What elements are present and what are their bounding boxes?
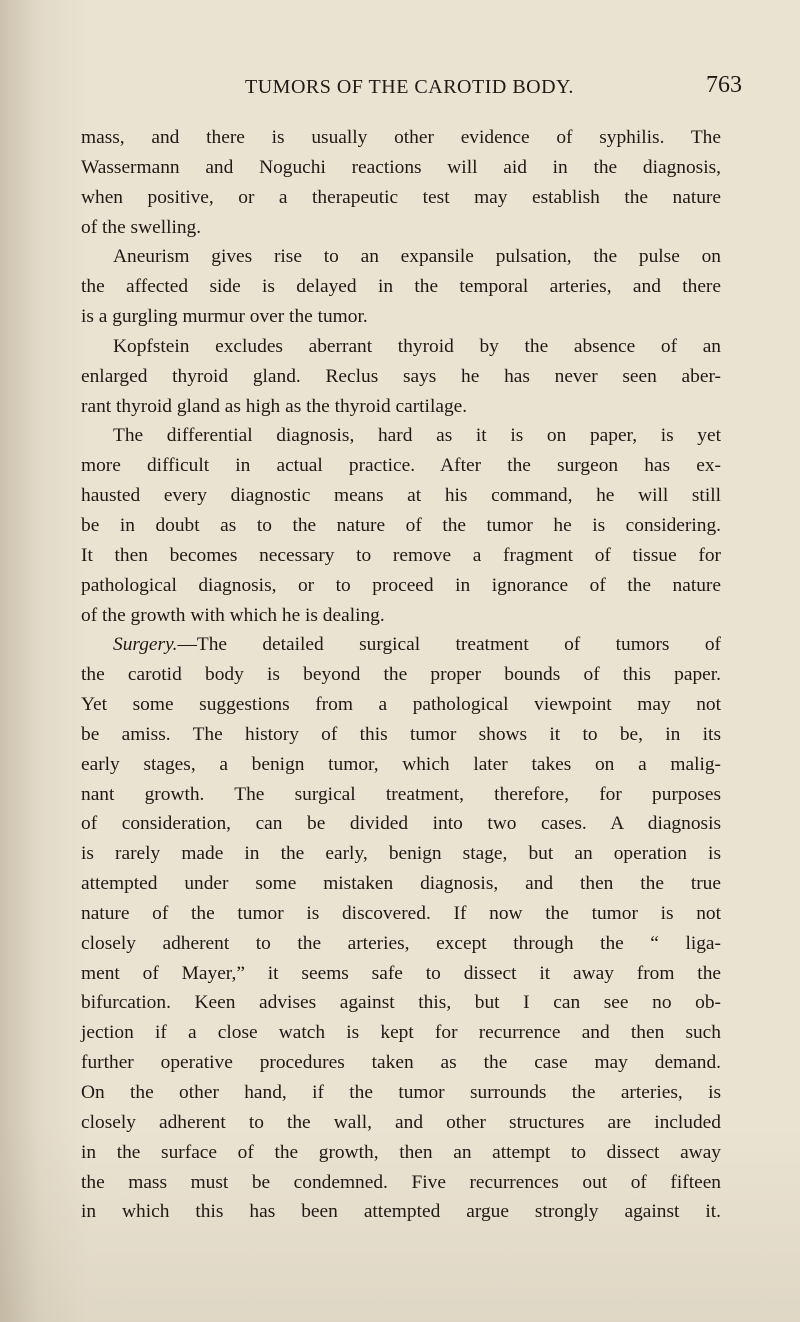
- text-segment: —The detailed surgical treatment of tumors of: [177, 634, 721, 656]
- text-line: closely adherent to the arteries, except through the “ liga-: [81, 932, 721, 954]
- text-line: is a gurgling murmur over the tumor.: [81, 306, 368, 328]
- text-line: is rarely made in the early, benign stage, but an operation is: [81, 843, 721, 865]
- text-line: [81, 630, 721, 660]
- text-line: enlarged thyroid gland. Reclus says he has never seen aber-: [81, 365, 721, 387]
- text-line: Wassermann and Noguchi reactions will aid in the diagnosis,: [81, 156, 721, 178]
- text-line: when positive, or a therapeutic test may establish the nature: [81, 186, 721, 208]
- text-line: further operative procedures taken as the case may demand.: [81, 1052, 721, 1074]
- section-heading-surgery: Surgery.: [113, 634, 178, 656]
- text-line: of the swelling.: [81, 216, 202, 238]
- text-line: the carotid body is beyond the proper bounds of this paper.: [81, 664, 721, 686]
- text-line: more difficult in actual practice. After the surgeon has ex-: [81, 455, 721, 477]
- text-line: in the surface of the growth, then an attempt to dissect away: [81, 1141, 721, 1163]
- text-line: of consideration, can be divided into two cases. A diagnosis: [81, 813, 721, 835]
- body-text: [81, 123, 721, 1227]
- paragraph-aneurism: [81, 242, 721, 332]
- text-line: be amiss. The history of this tumor shows it to be, in its: [81, 723, 721, 745]
- page-number: 763: [706, 72, 742, 98]
- text-line: the affected side is delayed in the temporal arteries, and there: [81, 276, 721, 298]
- text-line: Yet some suggestions from a pathological viewpoint may not: [81, 694, 721, 716]
- text-line: jection if a close watch is kept for recurrence and then such: [81, 1022, 721, 1044]
- text-line: attempted under some mistaken diagnosis, and then the true: [81, 873, 721, 895]
- running-title: TUMORS OF THE CAROTID BODY.: [245, 76, 574, 98]
- text-line: On the other hand, if the tumor surrounds the arteries, is: [81, 1082, 721, 1103]
- text-line: hausted every diagnostic means at his command, he will still: [81, 485, 721, 507]
- text-line: nant growth. The surgical treatment, therefore, for purposes: [81, 783, 721, 805]
- text-line: the mass must be condemned. Five recurrences out of fifteen: [81, 1171, 721, 1193]
- text-line: of the growth with which he is dealing.: [81, 604, 385, 626]
- paragraph-differential-diagnosis: [81, 421, 721, 630]
- text-line: closely adherent to the wall, and other structures are included: [81, 1111, 721, 1133]
- text-line: mass, and there is usually other evidence of syphilis. The: [81, 127, 721, 148]
- text-line: in which this has been attempted argue strongly against it.: [81, 1201, 721, 1223]
- text-line: The differential diagnosis, hard as it is on paper, is yet: [113, 425, 721, 447]
- text-line: rant thyroid gland as high as the thyroid cartilage.: [81, 395, 468, 417]
- paragraph-syphilis: [81, 123, 721, 242]
- paragraph-thyroid: [81, 332, 721, 422]
- text-line: bifurcation. Keen advises against this, but I can see no ob-: [81, 992, 721, 1014]
- text-line: pathological diagnosis, or to proceed in ignorance of the nature: [81, 574, 721, 596]
- text-line: Aneurism gives rise to an expansile pulsation, the pulse on: [113, 246, 721, 268]
- paragraph-surgery: [81, 630, 721, 1227]
- text-line: be in doubt as to the nature of the tumor he is considering.: [81, 514, 721, 536]
- text-line: nature of the tumor is discovered. If now the tumor is not: [81, 902, 721, 924]
- text-line: early stages, a benign tumor, which later takes on a malig-: [81, 753, 721, 775]
- text-line: Kopfstein excludes aberrant thyroid by the absence of an: [113, 335, 721, 357]
- text-line: It then becomes necessary to remove a fragment of tissue for: [81, 544, 721, 566]
- text-line: ment of Mayer,” it seems safe to dissect it away from the: [81, 962, 721, 984]
